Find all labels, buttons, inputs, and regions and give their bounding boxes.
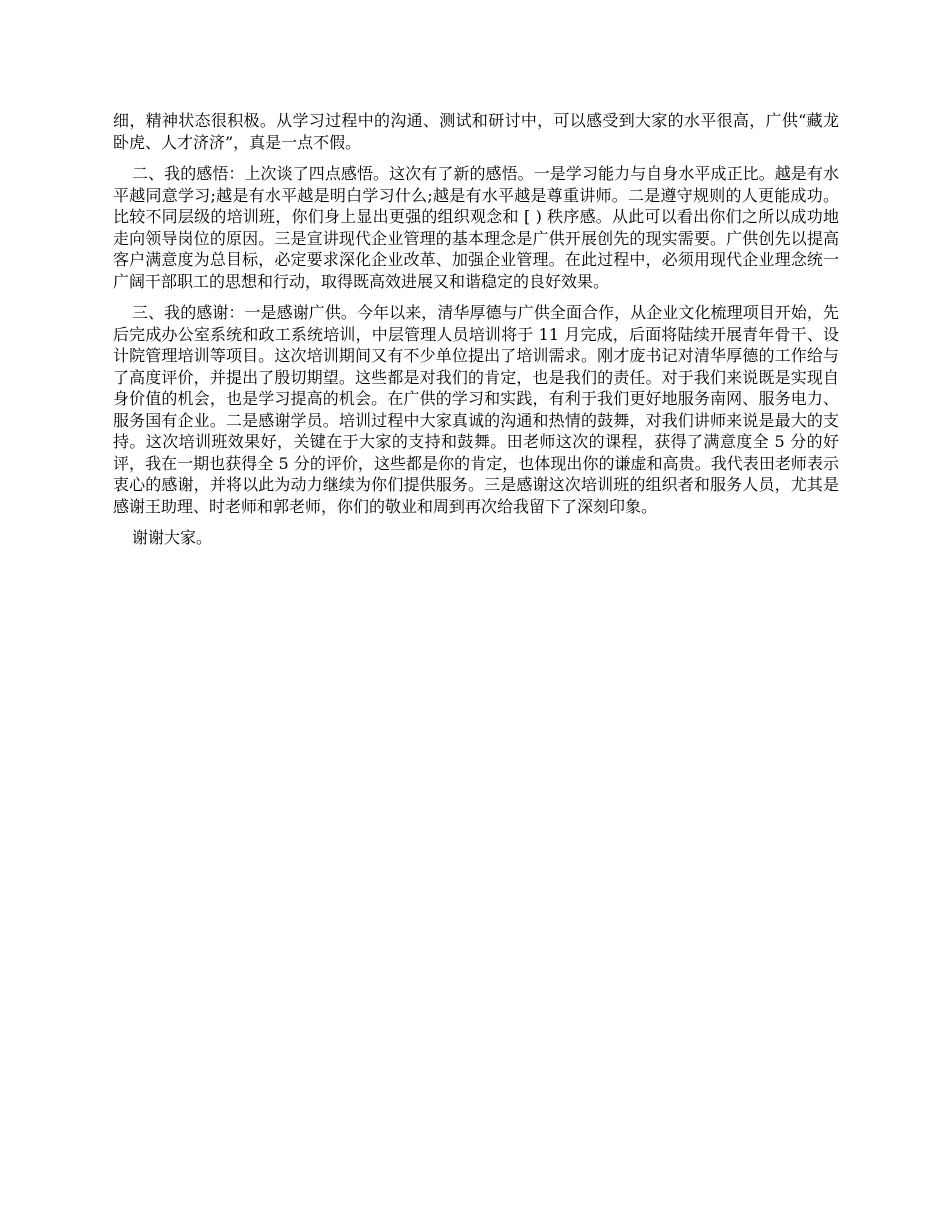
document-page (113, 110, 839, 559)
paragraph-thanks: 三、我的感谢：一是感谢广供。今年以来，清华厚德与广供全面合作，从企业文化梳理项目开始，先后完成办公室系统和政工系统培训，中层管理人员培训将于 11 月完成，后面将陆续开展青年骨干、设计院管理培训等项目。这次培训期间又有不少单位提出了培训需求。刚才庞书记对清华厚德的工作给与了高度评价，并提出了殷切期望。这些都是对我们的肯定，也是我们的责任。对于我们来说既是实现自身价值的机会，也是学习提高的机会。在广供的学习和实践，有利于我们更好地服务南网、服务电力、服务国有企业。二是感谢学员。培训过程中大家真诚的沟通和热情的鼓舞，对我们讲师来说是最大的支持。这次培训班效果好，关键在于大家的支持和鼓舞。田老师这次的课程，获得了满意度全 5 分的好评，我在一期也获得全 5 分的评价，这些都是你的肯定，也体现出你的谦虚和高贵。我代表田老师表示衷心的感谢，并将以此为动力继续为你们提供服务。三是感谢这次培训班的组织者和服务人员，尤其是感谢王助理、时老师和郭老师，你们的敬业和周到再次给我留下了深刻印象。 (113, 303, 839, 516)
paragraph-closing: 谢谢大家。 (132, 528, 213, 547)
paragraph-intro-continuation: 细，精神状态很积极。从学习过程中的沟通、测试和研讨中，可以感受到大家的水平很高，广供“藏龙卧虎、人才济济”，真是一点不假。 (113, 111, 839, 152)
paragraph-insights: 二、我的感悟：上次谈了四点感悟。这次有了新的感悟。一是学习能力与自身水平成正比。越是有水平越同意学习;越是有水平越是明白学习什么;越是有水平越是尊重讲师。二是遵守规则的人更能成功。比较不同层级的培训班，你们身上显出更强的组织观念和 [ ) 秩序感。从此可以看出你们之所以成功地走向领导岗位的原因。三是宣讲现代企业管理的基本理念是广供开展创先的现实需要。广供创先以提高客户满意度为总目标，必定要求深化企业改革、加强企业管理。在此过程中，必须用现代企业理念统一广阔干部职工的思想和行动，取得既高效进展又和谐稳定的良好效果。 (113, 164, 839, 291)
